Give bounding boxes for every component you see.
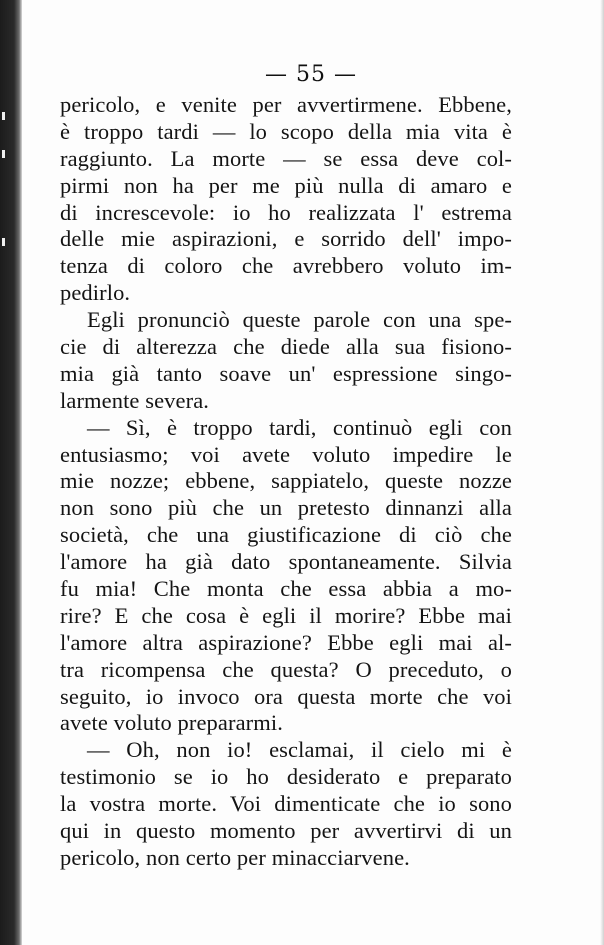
page-right-edge (600, 0, 604, 945)
text-line: pirmi non ha per me più nulla di amaro e (60, 172, 512, 198)
text-line: raggiunto. La morte — se essa deve col- (60, 145, 512, 171)
text-line: pericolo, e venite per avvertirmene. Ebbene, (60, 92, 512, 117)
binding-marks (0, 0, 8, 945)
text-line: pedirlo. (60, 280, 131, 306)
text-line: tra ricompensa che questa? O preceduto, o (60, 656, 512, 682)
text-line: mia già tanto soave un' espressione singo- (60, 360, 512, 386)
text-line: l'amore altra aspirazione? Ebbe egli mai al- (60, 629, 512, 655)
page-number: — 55 — (265, 62, 357, 87)
text-line: rire? E che cosa è egli il morire? Ebbe mai (60, 602, 512, 628)
body-text (60, 92, 512, 872)
text-line: entusiasmo; voi avete voluto impedire le (60, 441, 512, 467)
text-line: qui in questo momento per avvertirvi di un (60, 818, 512, 844)
text-line: la vostra morte. Voi dimenticate che io sono (60, 791, 512, 817)
text-line: seguito, io invoco ora questa morte che voi (60, 683, 512, 709)
text-line: non sono più che un pretesto dinnanzi alla (60, 495, 512, 521)
text-line: fu mia! Che monta che essa abbia a mo- (60, 576, 512, 602)
text-line: delle mie aspirazioni, e sorrido dell' impo- (60, 226, 512, 252)
text-line: — Sì, è troppo tardi, continuò egli con (87, 414, 512, 440)
text-line: società, che una giustificazione di ciò che (60, 522, 512, 548)
text-line: Egli pronunciò queste parole con una spe- (87, 307, 512, 333)
text-line: pericolo, non certo per minacciarvene. (60, 844, 410, 870)
text-line: tenza di coloro che avrebbero voluto im- (60, 253, 512, 279)
book-page (22, 0, 600, 945)
text-line: mie nozze; ebbene, sappiatelo, queste nozze (60, 468, 512, 494)
text-line: è troppo tardi — lo scopo della mia vita è (60, 118, 512, 144)
text-line: cie di alterezza che diede alla sua fisiono- (60, 334, 512, 360)
text-line: testimonio se io ho desiderato e preparato (60, 764, 512, 790)
text-line: di increscevole: io ho realizzata l' estrema (60, 199, 512, 225)
text-line: larmente severa. (60, 387, 210, 413)
text-line: l'amore ha già dato spontaneamente. Silvia (60, 549, 512, 575)
text-line: — Oh, non io! esclamai, il cielo mi è (87, 737, 512, 763)
text-line: avete voluto prepararmi. (60, 710, 283, 736)
